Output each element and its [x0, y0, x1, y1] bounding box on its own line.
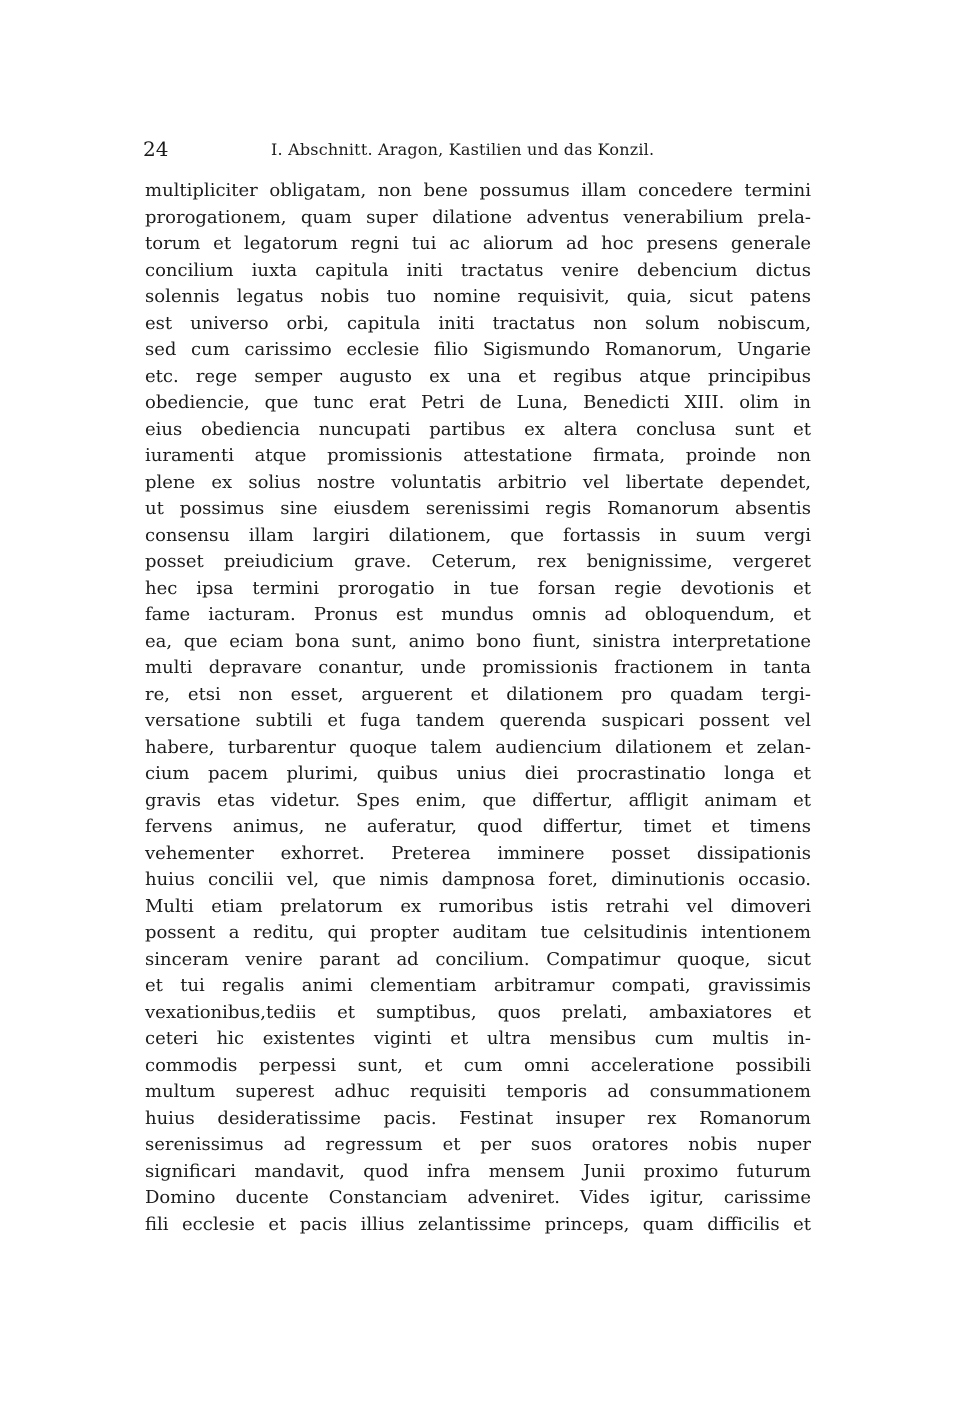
text-line: plene ex solius nostre voluntatis arbitrio vel libertate dependet,	[145, 471, 811, 493]
text-line: re, etsi non esset, arguerent et dilationem pro quadam tergi-	[145, 683, 811, 705]
text-line: ut possimus sine eiusdem serenissimi regis Romanorum absentis	[145, 498, 811, 519]
text-line: cium pacem plurimi, quibus unius diei procrastinatio longa et	[145, 763, 811, 784]
text-line: ea, que eciam bona sunt, animo bono fiunt, sinistra interpretatione	[145, 630, 811, 652]
text-line: est universo orbi, capitula initi tractatus non solum nobiscum,	[145, 312, 811, 334]
text-line: fili ecclesie et pacis illius zelantissime princeps, quam difficilis et	[145, 1213, 811, 1235]
text-line: gravis etas videtur. Spes enim, que differtur, affligit animam et	[145, 789, 811, 811]
text-line: versatione subtili et fuga tandem querenda suspicari possent vel	[145, 710, 811, 731]
text-line: torum et legatorum regni tui ac aliorum ad hoc presens generale	[145, 233, 811, 254]
text-line: etc. rege semper augusto ex una et regibus atque principibus	[145, 365, 811, 387]
text-line: consensu illam largiri dilationem, que fortassis in suum vergi	[145, 524, 811, 546]
text-line: posset preiudicium grave. Ceterum, rex benignissime, vergeret	[145, 551, 811, 572]
text-line: hec ipsa termini prorogatio in tue forsan regie devotionis et	[145, 577, 811, 599]
text-line: ceteri hic existentes viginti et ultra mensibus cum multis in-	[145, 1028, 811, 1049]
text-line: multum superest adhuc requisiti temporis ad consummationem	[145, 1081, 811, 1102]
text-line: fervens animus, ne auferatur, quod differtur, timet et timens	[145, 816, 811, 837]
text-line: sed cum carissimo ecclesie filio Sigismundo Romanorum, Ungarie	[145, 339, 811, 360]
body-text	[145, 178, 811, 1238]
text-line: possent a reditu, qui propter auditam tue celsitudinis intentionem	[145, 922, 811, 943]
page-number: 24	[143, 137, 169, 161]
text-line: solennis legatus nobis tuo nomine requisivit, quia, sicut patens	[145, 286, 811, 307]
text-line: iuramenti atque promissionis attestatione firmata, proinde non	[145, 445, 811, 466]
running-title: I. Abschnitt. Aragon, Kastilien und das Konzil.	[271, 140, 655, 159]
text-line: multipliciter obligatam, non bene possumus illam concedere termini	[145, 180, 811, 201]
running-head	[143, 136, 815, 162]
text-line: commodis perpessi sunt, et cum omni acceleratione possibili	[145, 1054, 811, 1076]
text-line: serenissimus ad regressum et per suos oratores nobis nuper	[145, 1134, 811, 1155]
text-line: vehementer exhorret. Preterea imminere posset dissipationis	[145, 842, 811, 864]
text-line: huius concilii vel, que nimis dampnosa foret, diminutionis occasio.	[145, 869, 811, 890]
text-line: fame iacturam. Pronus est mundus omnis ad obloquendum, et	[145, 604, 811, 625]
text-line: multi depravare conantur, unde promissionis fractionem in tanta	[145, 657, 811, 678]
text-line: vexationibus,tediis et sumptibus, quos prelati, ambaxiatores et	[145, 1001, 811, 1023]
text-line: et tui regalis animi clementiam arbitramur compati, gravissimis	[145, 975, 811, 996]
text-line: habere, turbarentur quoque talem audiencium dilationem et zelan-	[145, 736, 811, 758]
text-line: concilium iuxta capitula initi tractatus venire debencium dictus	[145, 259, 811, 281]
text-line: Domino ducente Constanciam adveniret. Vides igitur, carissime	[145, 1187, 811, 1208]
text-line: obediencie, que tunc erat Petri de Luna, Benedicti XIII. olim in	[145, 392, 811, 413]
text-line: eius obediencia nuncupati partibus ex altera conclusa sunt et	[145, 418, 811, 440]
text-line: prorogationem, quam super dilatione adventus venerabilium prela-	[145, 206, 811, 228]
text-line: sinceram venire parant ad concilium. Compatimur quoque, sicut	[145, 948, 811, 970]
text-line: significari mandavit, quod infra mensem Junii proximo futurum	[145, 1160, 811, 1182]
text-line: huius desideratissime pacis. Festinat insuper rex Romanorum	[145, 1107, 811, 1129]
text-line: Multi etiam prelatorum ex rumoribus istis retrahi vel dimoveri	[145, 895, 811, 917]
